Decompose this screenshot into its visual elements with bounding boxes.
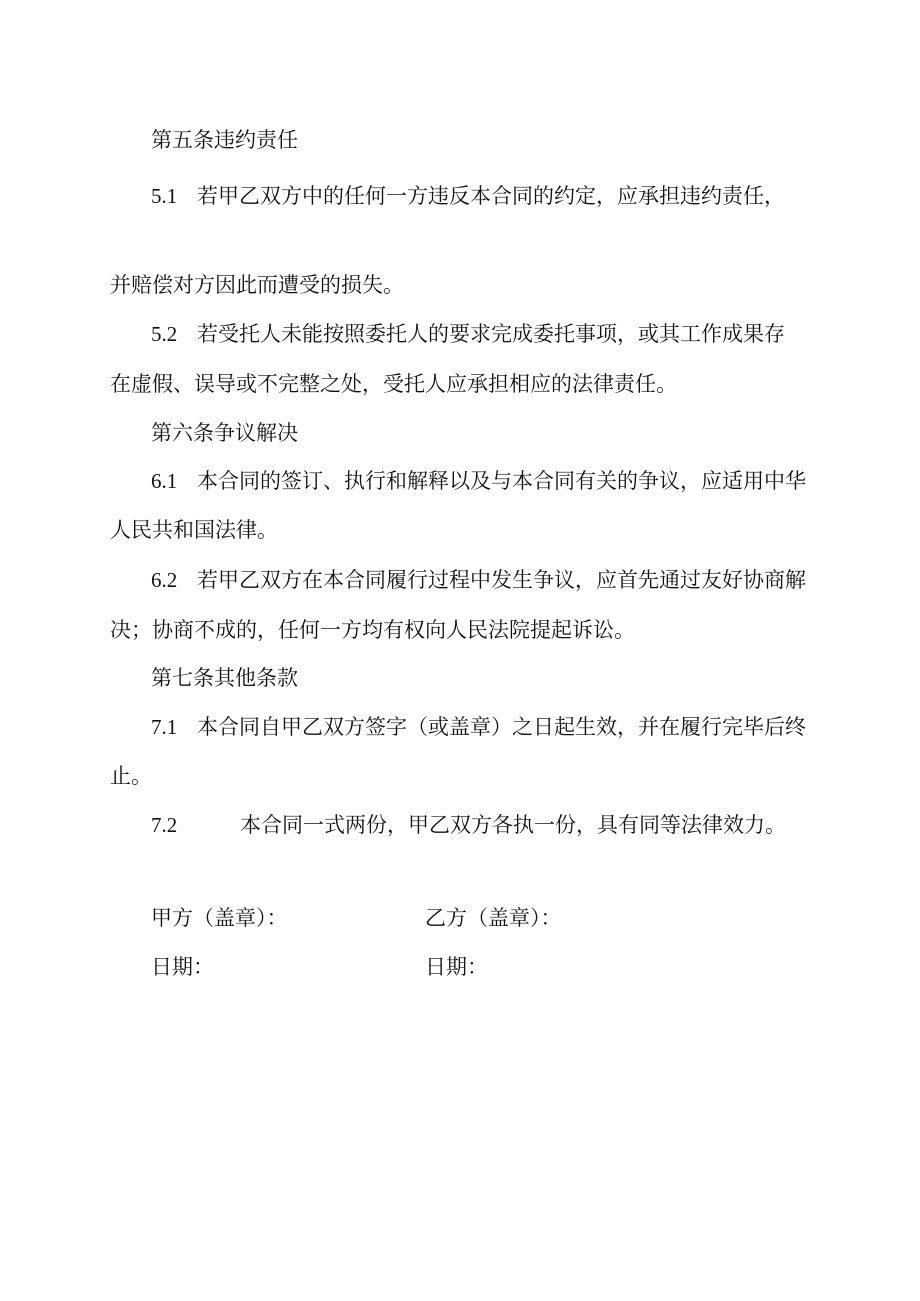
clause-5-1-line-1 — [151, 186, 785, 207]
clause-7-2-text: 本合同一式两份，甲乙双方各执一份，具有同等法律效力。 — [240, 813, 786, 837]
section-6-heading: 第六条争议解决 — [151, 421, 298, 445]
clause-7-1-line-1 — [151, 717, 806, 738]
party-a-seal-label: 甲方（盖章）： — [151, 906, 288, 930]
clause-6-2-line-1 — [151, 570, 806, 591]
section-5-heading: 第五条违约责任 — [151, 128, 298, 152]
clause-6-1-line-2: 人民共和国法律。 — [110, 518, 278, 542]
party-b-seal-label: 乙方（盖章）： — [425, 906, 562, 930]
clause-6-2-number: 6.2 — [151, 568, 178, 592]
party-a-date-label: 日期： — [151, 955, 214, 979]
clause-6-1-line-1 — [151, 471, 806, 492]
party-b-date-label: 日期： — [425, 955, 488, 979]
clause-5-1-line-2: 并赔偿对方因此而遭受的损失。 — [110, 273, 404, 297]
clause-7-1-text: 本合同自甲乙双方签字（或盖章）之日起生效，并在履行完毕后终 — [197, 715, 806, 739]
clause-7-1-line-2: 止。 — [110, 764, 152, 788]
clause-5-2-line-2: 在虚假、误导或不完整之处，受托人应承担相应的法律责任。 — [110, 372, 677, 396]
section-7-heading: 第七条其他条款 — [151, 666, 298, 690]
clause-5-1-number: 5.1 — [151, 184, 178, 208]
clause-6-1-text: 本合同的签订、执行和解释以及与本合同有关的争议，应适用中华 — [197, 469, 806, 493]
clause-5-2-line-1 — [151, 324, 785, 345]
clause-5-2-text: 若受托人未能按照委托人的要求完成委托事项，或其工作成果存 — [197, 322, 785, 346]
clause-5-1-text: 若甲乙双方中的任何一方违反本合同的约定，应承担违约责任， — [197, 184, 785, 208]
clause-6-2-text: 若甲乙双方在本合同履行过程中发生争议，应首先通过友好协商解 — [197, 568, 806, 592]
clause-7-2-number: 7.2 — [151, 813, 178, 837]
clause-7-2-line-1 — [151, 815, 786, 836]
clause-6-1-number: 6.1 — [151, 469, 178, 493]
clause-5-2-number: 5.2 — [151, 322, 178, 346]
clause-7-1-number: 7.1 — [151, 715, 178, 739]
clause-6-2-line-2: 决；协商不成的，任何一方均有权向人民法院提起诉讼。 — [110, 618, 635, 642]
